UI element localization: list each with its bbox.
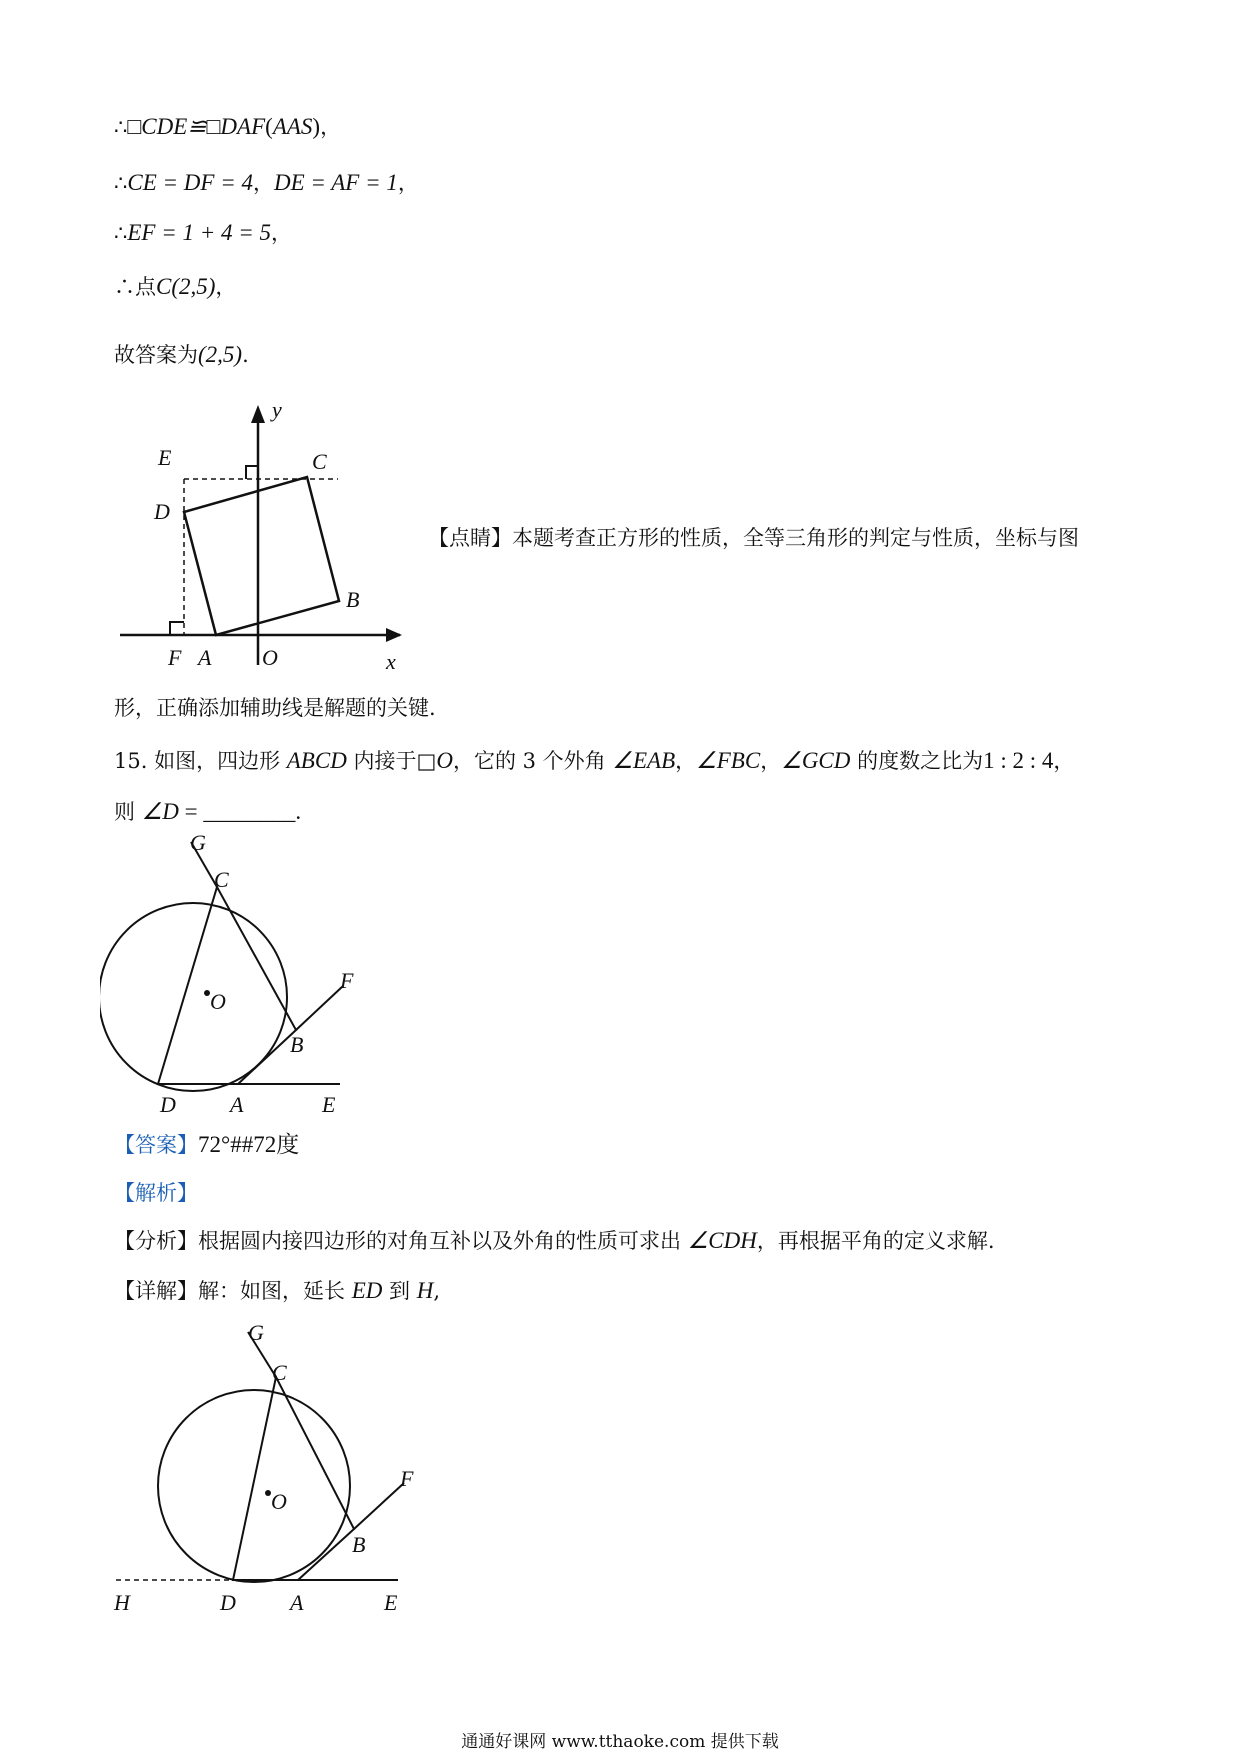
math-expression: H [416, 1278, 434, 1303]
label-b: B [346, 587, 360, 612]
punctuation: ， [1053, 749, 1075, 773]
text: ，它的 3 个外角 [452, 749, 613, 773]
coordinate-figure [110, 395, 410, 675]
answer-text: 72°##72度 [198, 1132, 300, 1157]
note-tag: 【点睛】 [428, 526, 512, 550]
y-axis-arrow [251, 405, 265, 423]
label-e: E [384, 1590, 398, 1615]
math-expression: ∠D [141, 799, 179, 824]
step-equal-sides [114, 168, 419, 198]
text: 根据圆内接四边形的对角互补以及外角的性质可求出 [198, 1229, 688, 1253]
label-e: E [158, 445, 172, 470]
circle-figure-1-svg [100, 830, 390, 1120]
circle-o [100, 903, 287, 1091]
label-g: G [248, 1320, 264, 1345]
step-ef-length [114, 218, 292, 248]
circle-figure-1 [100, 830, 390, 1120]
label-h: H [114, 1590, 130, 1615]
label-d: D [160, 1092, 176, 1117]
text: 解：如图，延长 [198, 1279, 352, 1303]
coordinate-figure-svg [110, 395, 410, 675]
fenxi-line [114, 1226, 995, 1256]
label-x: x [386, 649, 396, 674]
label-o: O [271, 1489, 287, 1514]
punctuation: , [433, 1279, 441, 1303]
therefore-symbol: ∴ [114, 221, 128, 245]
label-o: O [262, 645, 278, 670]
math-expression: ∠FBC [696, 748, 761, 773]
label-f: F [400, 1466, 414, 1491]
step-answer [114, 340, 249, 370]
quadrilateral-abcd [158, 887, 296, 1084]
note-line-2 [114, 693, 436, 723]
label-a: A [290, 1590, 304, 1615]
punctuation: ， [675, 749, 697, 773]
therefore-symbol: ∴ [114, 275, 135, 299]
xiangjie-tag: 【详解】 [114, 1279, 198, 1303]
math-expression: EF = 1 + 4 = 5 [127, 220, 272, 245]
label-a: A [230, 1092, 244, 1117]
math-expression: (2,5) [198, 342, 243, 367]
punctuation: ， [760, 749, 782, 773]
step-point-c [114, 272, 236, 302]
circle-figure-2-svg [108, 1318, 418, 1618]
question-15-line-1 [114, 746, 1074, 776]
therefore-symbol: ∴ [114, 171, 128, 195]
punctuation: ， [252, 171, 274, 195]
xiangjie-line [114, 1276, 440, 1306]
label-a: A [198, 645, 212, 670]
math-expression: C(2,5) [156, 274, 216, 299]
math-expression: DE = AF = 1 [273, 170, 398, 195]
math-expression: □CDE≌□DAF [127, 114, 266, 139]
step-congruence [114, 112, 341, 142]
label-b: B [290, 1032, 304, 1057]
text: 内接于□ [346, 749, 437, 773]
math-expression: 1 : 2 : 4 [983, 748, 1054, 773]
right-angle-mark [170, 622, 184, 635]
math-expression: CE = DF = 4 [127, 170, 253, 195]
question-15-line-2 [114, 797, 301, 827]
label-d: D [220, 1590, 236, 1615]
note-line-1 [428, 523, 1079, 553]
punctuation: ， [320, 115, 342, 139]
page-footer: 通通好课网 www.tthaoke.com 提供下载 [461, 1732, 779, 1752]
label-e: E [322, 1092, 336, 1117]
label-f: F [168, 645, 182, 670]
extension-bf [296, 986, 343, 1030]
paren-open: ( [265, 114, 273, 139]
punctuation: ， [215, 275, 237, 299]
math-expression: ∠CDH [687, 1228, 757, 1253]
note-text: 本题考查正方形的性质，全等三角形的判定与性质，坐标与图 [512, 526, 1079, 550]
label-g: G [190, 830, 206, 855]
label-c: C [272, 1360, 287, 1385]
text: 到 [382, 1279, 417, 1303]
answer-tag: 【答案】 [114, 1133, 198, 1157]
label-o: O [210, 989, 226, 1014]
label-c: C [214, 867, 229, 892]
math-expression: O [436, 748, 453, 773]
math-expression: AAS [272, 114, 313, 139]
note-text: 形，正确添加辅助线是解题的关键. [114, 696, 436, 720]
math-expression: ED [351, 1278, 383, 1303]
x-axis-arrow [386, 628, 402, 642]
therefore-symbol: ∴ [114, 115, 128, 139]
label-d: D [154, 499, 170, 524]
label-y: y [272, 397, 282, 422]
text: 15. 如图，四边形 [114, 749, 287, 773]
extension-bf [354, 1483, 404, 1529]
text: 故答案为 [114, 343, 198, 367]
quadrilateral-abcd [233, 1377, 354, 1580]
math-expression: ABCD [286, 748, 347, 773]
label-b: B [352, 1532, 366, 1557]
fenxi-tag: 【分析】 [114, 1229, 198, 1253]
punctuation: ， [271, 221, 293, 245]
answer-line [114, 1130, 299, 1160]
label-f: F [340, 968, 354, 993]
analysis-line [114, 1178, 198, 1208]
text: 的度数之比为 [850, 749, 984, 773]
punctuation: . [242, 343, 249, 367]
label-c: C [312, 449, 327, 474]
analysis-tag: 【解析】 [114, 1181, 198, 1205]
answer-blank: = ________. [178, 799, 302, 824]
right-angle-mark [246, 466, 258, 479]
math-expression: ∠EAB [612, 748, 676, 773]
text: ，再根据平角的定义求解. [756, 1229, 995, 1253]
circle-figure-2 [108, 1318, 418, 1618]
text: 则 [114, 800, 142, 824]
square-abcd [184, 477, 339, 635]
punctuation: ， [397, 171, 419, 195]
circle-o [158, 1390, 350, 1582]
paren-close: ) [312, 114, 321, 139]
text: 点 [135, 275, 156, 299]
math-expression: ∠GCD [781, 748, 851, 773]
